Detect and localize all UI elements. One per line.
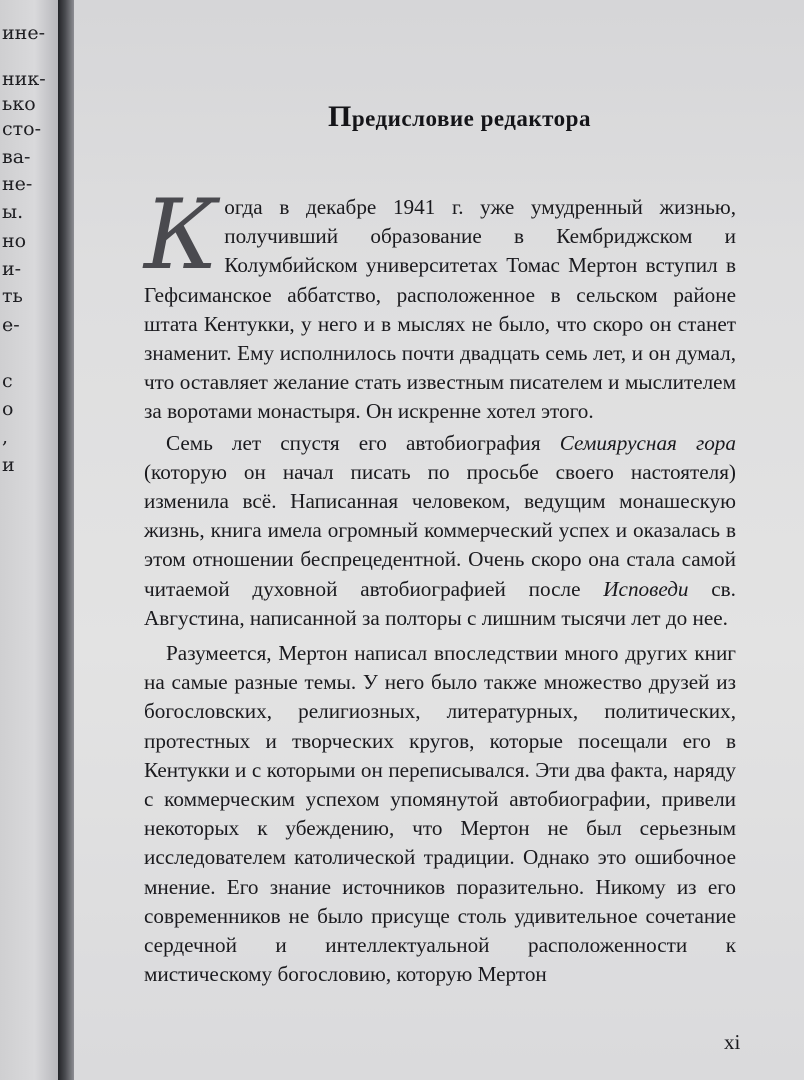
- paragraph-2-text-a: Семь лет спустя его автобиография: [166, 430, 560, 455]
- paragraph-2-text-c: св. Августина, написанной за полторы с лишним тысячи лет до нее.: [144, 576, 736, 630]
- left-page-fragment: и: [2, 454, 15, 476]
- title-rest: редисловие редактора: [351, 106, 591, 132]
- book-title-seven-storey-mountain: Семиярусная гора: [559, 430, 736, 455]
- left-page-fragment: ько: [2, 93, 36, 115]
- left-page-fragment: ва-: [2, 146, 31, 168]
- left-page-fragment: ы.: [2, 201, 24, 223]
- drop-cap: К: [144, 179, 219, 291]
- book-title-confessions: Исповеди: [603, 576, 689, 601]
- left-page-fragment: и-: [2, 258, 22, 280]
- page-title: [328, 97, 591, 134]
- paragraph-1-text: огда в декабре 1941 г. уже умудренный жизнью, получивший образование в Кембриджском и Колумбийском университетах Томас Мертон вступил в Гефсиманское аббатство, расположенное в сельском районе штата Кентукки, у него и в мыслях не было, что скоро он станет знаменит. Ему исполнилось почти двадцать семь лет, и он думал, что оставляет желание стать известным писателем и мыслителем за воротами монастыря. Он искренне хотел этого.: [144, 195, 736, 424]
- left-page-fragment: о: [2, 398, 14, 420]
- title-capital: П: [328, 100, 352, 134]
- left-page-fragment: с: [2, 370, 13, 392]
- left-page-fragment: ,: [2, 426, 9, 448]
- left-page-fragment: ник-: [2, 68, 46, 90]
- paragraph-3: Разумеется, Мертон написал впоследствии много других книг на самые разные темы. У него было также множество друзей из богословских, религиозных, литературных, политических, протестных и творческих кругов, которые посещали его в Кентукки и с которыми он переписывался. Эти два факта, наряду с коммерческим успехом упомянутой автобиографии, привели некоторых к убеждению, что Мертон не был серьезным исследователем католической традиции. Однако это ошибочное мнение. Его знание источников поразительно. Никому из его современников не было присуще столь удивительное сочетание сердечной и интеллектуальной расположенности к мистическому богословию, которую Мертон: [144, 641, 736, 987]
- paragraph-2-text-b: (которую он начал писать по просьбе своего настоятеля) изменила всё. Написанная человеком, ведущим монашескую жизнь, книга имела огромный коммерческий успех и оказалась в этом отношении беспрецедентной. Очень скоро она стала самой читаемой духовной автобиографией после: [144, 459, 736, 601]
- left-page-fragment: не-: [2, 173, 33, 195]
- book-gutter: [58, 0, 74, 1080]
- left-page-fragment: ине-: [2, 22, 45, 44]
- left-page-fragment: сто-: [2, 118, 42, 140]
- left-page-fragment: но: [2, 230, 27, 252]
- left-page-fragment: ть: [2, 285, 23, 307]
- book-page: [74, 0, 804, 1080]
- left-page-fragment: е-: [2, 314, 20, 336]
- left-page-edge: [0, 0, 58, 1080]
- body-text: [144, 179, 736, 989]
- paragraph-2: [144, 429, 736, 633]
- page-number: xi: [724, 1030, 741, 1054]
- paragraph-1: [144, 179, 736, 427]
